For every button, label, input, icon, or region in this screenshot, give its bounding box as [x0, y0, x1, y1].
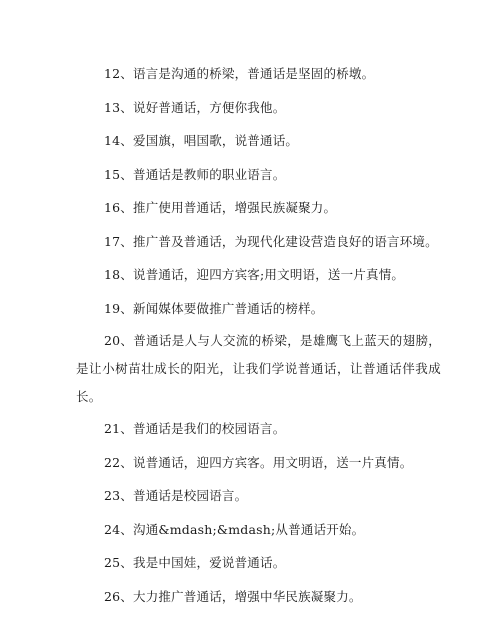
list-item: 22、说普通话，迎四方宾客。用文明语，送一片真情。	[104, 454, 413, 470]
list-item: 23、普通话是校园语言。	[104, 488, 248, 503]
list-item: 25、我是中国娃，爱说普通话。	[104, 555, 286, 570]
list-item: 21、普通话是我们的校园语言。	[104, 421, 286, 436]
list-item: 20、普通话是人与人交流的桥梁，是雄鹰飞上蓝天的翅膀，是让小树苗壮成长的阳光，让我们学说普通话，让普通话伴我成长。	[76, 333, 441, 404]
list-item: 19、新闻媒体要做推广普通话的榜样。	[104, 300, 324, 316]
list-item: 17、推广普及普通话，为现代化建设营造良好的语言环境。	[104, 233, 438, 249]
list-item: 12、语言是沟通的桥梁，普通话是坚固的桥墩。	[104, 66, 375, 81]
list-item: 16、推广使用普通话，增强民族凝聚力。	[104, 200, 337, 215]
list-item: 15、普通话是教师的职业语言。	[104, 166, 286, 182]
list-item: 24、沟通&mdash;&mdash;从普通话开始。	[104, 521, 365, 537]
slogan-list	[76, 64, 441, 620]
list-item: 18、说普通话，迎四方宾客;用文明语，送一片真情。	[104, 267, 405, 282]
list-item: 14、爱国旗，唱国歌，说普通话。	[104, 133, 299, 148]
list-item: 26、大力推广普通话，增强中华民族凝聚力。	[104, 588, 362, 604]
list-item: 13、说好普通话，方便你我他。	[104, 99, 286, 115]
